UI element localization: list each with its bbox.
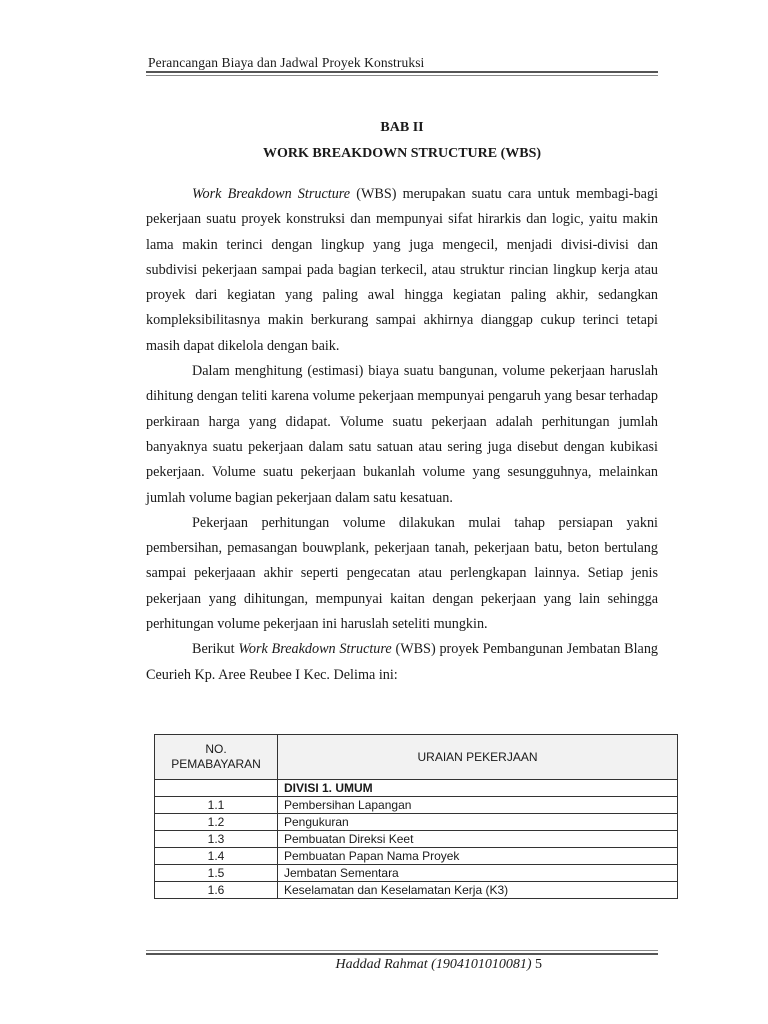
table-row [155, 882, 678, 899]
paragraph-4 [146, 637, 658, 688]
paragraph-1 [146, 182, 658, 359]
header-rule-thick [146, 71, 658, 73]
running-header: Perancangan Biaya dan Jadwal Proyek Konstruksi [148, 55, 425, 70]
footer-rule-thick [146, 953, 658, 955]
row-desc: Pembersihan Lapangan [278, 797, 678, 814]
row-desc: Pembuatan Direksi Keet [278, 831, 678, 848]
table-row [155, 797, 678, 814]
paragraph-3: Pekerjaan perhitungan volume dilakukan mulai tahap persiapan yakni pembersihan, pemasangan bouwplank, pekerjaan tanah, pekerjaan batu, beton bertulang sampai pekerjaaan akhir seperti pengecatan atau perlengkapan lainnya. Setiap jenis pekerjaan yang dihitungan, mempunyai kaitan dengan pekerjaan yang lain sehingga perhitungan volume pekerjaan ini haruslah seteliti mungkin. [146, 514, 658, 633]
row-no: 1.4 [155, 848, 278, 865]
table-header-row [155, 735, 678, 780]
chapter-number: BAB II [380, 120, 424, 135]
row-desc: Jembatan Sementara [278, 865, 678, 882]
table-row [155, 831, 678, 848]
paragraph-4-after: (WBS) proyek Pembangunan Jembatan Blang Ceurieh Kp. Aree Reubee I Kec. Delima ini: [146, 641, 659, 683]
paragraph-2: Dalam menghitung (estimasi) biaya suatu bangunan, volume pekerjaan haruslah dihitung dengan teliti karena volume pekerjaan mempunyai pengaruh yang besar terhadap perkiraan harga yang didapat. Volume suatu pekerjaan adalah perhitungan jumlah banyaknya suatu pekerjaan dalam satu satuan atau sering juga disebut dengan kubikasi pekerjaan. Volume suatu pekerjaan bukanlah volume yang sesungguhnya, melainkan jumlah volume bagian pekerjaan dalam satu kesatuan. [146, 363, 658, 506]
row-no: 1.3 [155, 831, 278, 848]
row-desc: Keselamatan dan Keselamatan Kerja (K3) [278, 882, 678, 899]
table-row [155, 865, 678, 882]
footer-line [146, 957, 542, 973]
footer-author: Haddad Rahmat (1904101010081) [335, 957, 532, 972]
paragraph-4-before: Berikut [192, 641, 239, 658]
header-no: NO. PEMABAYARAN [155, 735, 278, 780]
row-no: 1.6 [155, 882, 278, 899]
table-row [155, 780, 678, 797]
term-wbs-2: Work Breakdown Structure [238, 641, 392, 658]
row-no: 1.1 [155, 797, 278, 814]
table-row [155, 848, 678, 865]
chapter-title: WORK BREAKDOWN STRUCTURE (WBS) [262, 146, 542, 161]
header-rule-thin [146, 75, 658, 76]
row-no [155, 780, 278, 797]
row-desc: DIVISI 1. UMUM [278, 780, 678, 797]
row-no: 1.5 [155, 865, 278, 882]
header-desc: URAIAN PEKERJAAN [278, 735, 678, 780]
row-no: 1.2 [155, 814, 278, 831]
footer-rule-thin [146, 950, 658, 951]
page-number: 5 [531, 957, 542, 972]
body-text [146, 182, 658, 688]
wbs-table [154, 734, 678, 899]
table-row [155, 814, 678, 831]
row-desc: Pengukuran [278, 814, 678, 831]
row-desc: Pembuatan Papan Nama Proyek [278, 848, 678, 865]
paragraph-1-text: (WBS) merupakan suatu cara untuk membagi-bagi pekerjaan suatu proyek konstruksi dan mempunyai sifat hirarkis dan logic, yaitu makin lama makin terinci dengan lingkup yang juga mengecil, menjadi divisi-divisi dan subdivisi pekerjaan sampai pada bagian terkecil, atau struktur rincian lingkup kerja atau proyek dari kegiatan yang paling awal hingga kegiatan paling akhir, sedangkan kompleksibilitasnya makin berkurang sampai akhirnya dianggap cukup terinci tetapi masih dapat dikelola dengan baik. [146, 186, 659, 354]
term-wbs: Work Breakdown Structure [192, 186, 351, 202]
